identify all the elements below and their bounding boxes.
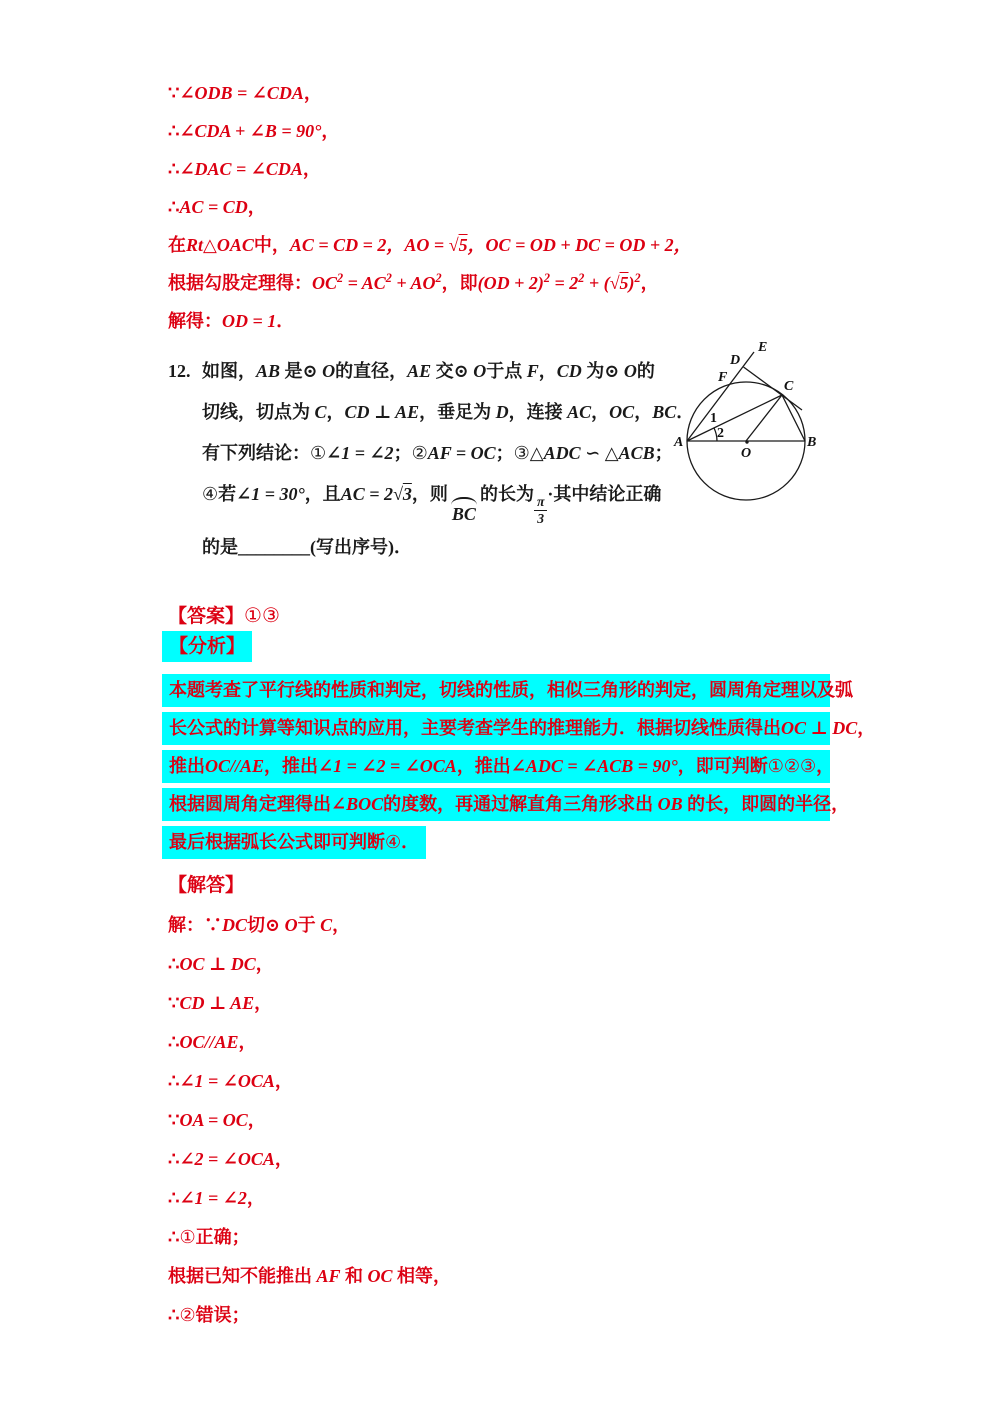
line-bc xyxy=(782,395,805,441)
text-line: 切线，切点为 C，CD ⊥ AE，垂足为 D，连接 AC，OC，BC． xyxy=(202,402,695,422)
text-line: ∵CD ⊥ AE， xyxy=(168,993,273,1013)
text-line: ∴OC//AE， xyxy=(168,1032,257,1052)
point-label-f: F xyxy=(718,370,728,385)
text-line: ∵∠ODB = ∠CDA， xyxy=(168,83,322,103)
text-line: ∴②错误； xyxy=(168,1305,250,1326)
text-line: 有下列结论：①∠1 = ∠2；②AF = OC；③△ADC ∽ △ACB； xyxy=(202,443,673,464)
text-line: 最后根据弧长公式即可判断④． xyxy=(162,826,426,859)
center-dot xyxy=(745,440,748,443)
solution-header: 【解答】 xyxy=(168,875,245,896)
text-line: ∴∠2 = ∠OCA， xyxy=(168,1149,293,1169)
text-line: ∴∠1 = ∠2， xyxy=(168,1188,265,1208)
text-line: 解：∵DC切⊙ O于 C， xyxy=(168,915,351,935)
angle-label-2: 2 xyxy=(717,426,724,441)
text-line: 在Rt△OAC中，AC = CD = 2，AO = √5，OC = OD + DC = OD + 2， xyxy=(168,235,692,255)
point-label-e: E xyxy=(758,340,768,355)
analysis-block xyxy=(162,674,876,864)
point-label-b: B xyxy=(807,435,817,450)
text-line: ∴①正确； xyxy=(168,1227,250,1248)
answer-row xyxy=(168,597,280,635)
analysis-header: 【分析】 xyxy=(162,631,252,662)
text-line: ∴∠1 = ∠OCA， xyxy=(168,1071,293,1091)
point-label-o: O xyxy=(741,446,752,461)
text-line: 长公式的计算等知识点的应用，主要考查学生的推理能力．根据切线性质得出OC ⊥ DC， xyxy=(162,712,830,745)
text-line: 的是________(写出序号)． xyxy=(202,536,412,557)
text-line: 本题考查了平行线的性质和判定，切线的性质，相似三角形的判定，圆周角定理以及弧 xyxy=(162,674,830,707)
text-line: 根据圆周角定理得出∠BOC的度数，再通过解直角三角形求出 OB 的长，即圆的半径， xyxy=(162,788,830,821)
text-line: ∴∠CDA + ∠B = 90°， xyxy=(168,121,340,141)
text-line: 如图，AB 是⊙ O的直径，AE 交⊙ O于点 F，CD 为⊙ O的 xyxy=(202,361,655,381)
answer-value: ①③ xyxy=(244,603,280,627)
solution-block xyxy=(168,906,451,1335)
line-oc xyxy=(746,395,782,441)
proof-block-top xyxy=(168,74,692,340)
text-line: 解得：OD = 1． xyxy=(168,311,295,331)
text-line: ∴OC ⊥ DC， xyxy=(168,954,274,974)
point-label-d: D xyxy=(730,353,741,368)
text-line: 根据勾股定理得：$OC^2 = AC^2 + AO^2$，即$(OD + 2)^2 = 2^2 + (√5)^2$， xyxy=(168,271,659,293)
text-line: 推出OC//AE，推出∠1 = ∠2 = ∠OCA，推出∠ADC = ∠ACB = 90°，即可判断①②③， xyxy=(162,750,830,783)
point-label-c: C xyxy=(784,379,794,394)
geometry-figure xyxy=(672,338,912,548)
text-line: ∴∠DAC = ∠CDA， xyxy=(168,159,321,179)
answer-label: 【答案】 xyxy=(168,606,245,627)
text-line: ④若∠1 = 30°，且AC = 2√3，则 BC 的长为 $\frac{\pi}{3}$ ·其中结论正确 xyxy=(202,484,662,526)
text-line: 根据已知不能推出 AF 和 OC 相等， xyxy=(168,1266,452,1286)
angle-label-1: 1 xyxy=(710,411,717,426)
problem-number: 12. xyxy=(168,361,191,381)
point-label-a: A xyxy=(674,435,684,450)
problem-12-text xyxy=(202,351,695,568)
circle-diagram xyxy=(672,338,912,548)
text-line: ∴AC = CD， xyxy=(168,197,266,217)
text-line: ∵OA = OC， xyxy=(168,1110,266,1130)
